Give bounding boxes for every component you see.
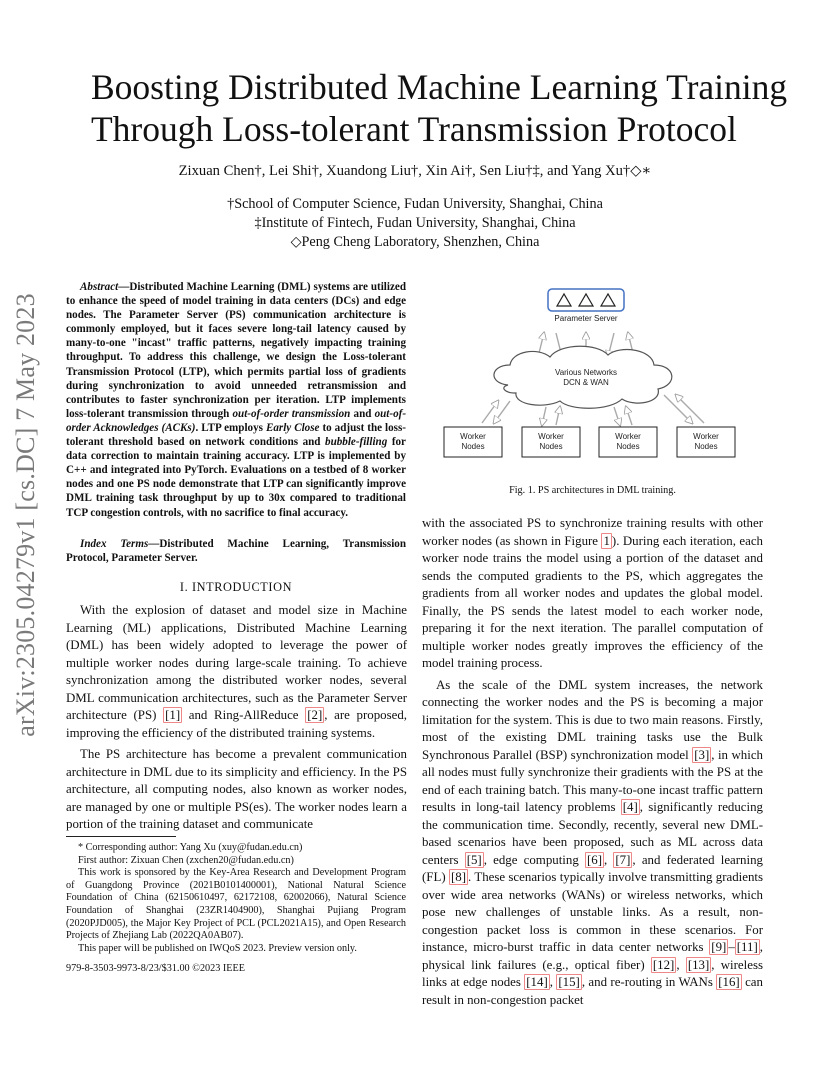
rp2-text: . These scenarios typically involve transmitting gradients over wide area networks (WANs) or wireless networks, which pose new challenges of unstable links. As a result, non-congestion packet loss is common in these scenarios. For instance, micro-burst traffic in data center networks (422, 870, 764, 954)
citation-link[interactable]: [14] (526, 975, 548, 989)
worker-2-label-2: Nodes (539, 442, 563, 451)
worker-1-label-2: Nodes (461, 442, 485, 451)
citation-link[interactable]: [2] (307, 708, 323, 722)
worker-4-label-1: Worker (693, 432, 719, 441)
citation-link[interactable]: [12] (652, 957, 675, 972)
affiliation-1: †School of Computer Science, Fudan University, Shanghai, China (227, 196, 603, 212)
rp2-text: , (676, 957, 686, 972)
abstract-sep: — (118, 281, 130, 293)
index-terms-label: Index Terms (80, 538, 149, 550)
citation-link[interactable]: [9] (711, 940, 727, 954)
abstract-emph-1: out-of-order transmission (232, 407, 351, 420)
copyright-line: 979-8-3503-9973-8/23/$31.00 ©2023 IEEE (66, 963, 245, 974)
abstract-label: Abstract (80, 281, 119, 293)
footnotes (66, 842, 406, 955)
index-terms-sep: — (148, 538, 160, 550)
citation-link[interactable]: [8] (450, 870, 466, 884)
right-paragraph-1 (422, 515, 763, 673)
abstract-emph-4: bubble-filling (325, 436, 388, 449)
citation-link[interactable]: [7] (615, 852, 631, 867)
citation-link[interactable]: [4] (622, 800, 638, 814)
abstract-text-5: for data correction to maintain training accuracy. LTP is implemented by C++ and integrated into PyTorch. Evaluations on a testbed of 8 worker nodes and one PS node demonstrate that LTP can significantly improve DML training task throughput by up to 30x compared to traditional TCP congestion controls, with no sacrifice to final accuracy. (66, 436, 406, 519)
intro-paragraph-1 (66, 602, 407, 742)
abstract-text-2: and (350, 407, 375, 420)
p1-text-a: With the explosion of dataset and model size in Machine Learning (ML) applications, Distributed Machine Learning (DML) has been widely adopted to leverage the power of multiple worker nodes during large-scale training. To achieve synchronization among the distributed worker nodes, several DML communication architectures, such as the Parameter Server architecture (PS) (66, 603, 407, 722)
citation-link[interactable]: [6] (586, 852, 602, 867)
abstract-text-1: Distributed Machine Learning (DML) systems are utilized to enhance the speed of model training in data centers (DCs) and edge nodes. The Parameter Server (PS) communication architecture is commonly employed, but it faces severe long-tail latency caused by many-to-one "incast" traffic patterns, negatively impacting training throughput. To address this challenge, we design the Loss-tolerant Transmission Protocol (LTP), which permits partial loss of gradients during synchronization to avoid unneeded retransmission and contributes to faster synchronization per iteration. LTP implements loss-tolerant transmission through (66, 281, 406, 420)
abstract-text-3: . LTP employs (195, 421, 266, 434)
rp2-text: , edge computing (483, 852, 585, 867)
network-label-1: Various Networks (554, 368, 618, 377)
citation-link[interactable]: [3] (694, 747, 710, 762)
rp1-text-a: with the associated PS to synchronize training results with other worker nodes (as shown in Figure (422, 516, 763, 548)
affiliations (60, 195, 770, 252)
abstract (66, 280, 406, 520)
arrow-w3-up (626, 407, 632, 425)
citation-link[interactable]: [1] (165, 708, 181, 722)
rp2-dash: – (728, 940, 735, 954)
worker-3-label-2: Nodes (616, 442, 640, 451)
abstract-emph-2: out-of-order Acknowledges (ACKs) (66, 407, 407, 434)
affiliation-3: ◇Peng Cheng Laboratory, Shenzhen, China (290, 234, 540, 250)
rp2-text: , (549, 975, 557, 989)
arxiv-id-text: arXiv:2305.04279v1 [cs.DC] 7 May 2023 (11, 293, 40, 737)
p1-text-b: and Ring-AllReduce (182, 708, 306, 722)
figure-ps-architecture (438, 285, 750, 465)
paper-title (60, 66, 828, 150)
network-label-2: DCN & WAN (563, 378, 609, 387)
arrow-w4-up (676, 395, 704, 423)
arrow-w3-down (614, 407, 620, 425)
footnote-rule (66, 836, 176, 837)
citation-link[interactable]: [13] (687, 957, 710, 972)
worker-4-label-2: Nodes (694, 442, 718, 451)
intro-right-column (422, 515, 763, 1009)
title-line-2: Through Loss-tolerant Transmission Protocol (91, 109, 737, 149)
figure-diagram (438, 285, 750, 465)
footnote-preview: This paper will be published on IWQoS 2023. Preview version only. (78, 942, 357, 954)
rp2-text: , (603, 852, 614, 867)
arrow-w2-up (556, 407, 560, 425)
worker-2-label-1: Worker (538, 432, 564, 441)
footnote-first-author: First author: Zixuan Chen (zxchen20@fudan.edu.cn) (78, 854, 294, 866)
index-terms (66, 537, 406, 565)
abstract-text-4: to adjust the loss-tolerant threshold based on network conditions and (66, 421, 406, 449)
rp2-text: , wireless links at edge nodes (422, 957, 763, 989)
intro-left-column (66, 602, 407, 834)
arrow-w2-down (542, 407, 546, 425)
rp2-text: , and federated learning (FL) (422, 852, 763, 884)
figure-caption: Fig. 1. PS architectures in DML training. (509, 485, 676, 496)
rp2-text: , significantly reducing the communication time. Secondly, recently, several new DML-based scenarios have been proposed, such as ML across data centers (422, 800, 763, 867)
rp2-text: , in which all nodes must fully synchronize their gradients with the PS at the end of each training batch. This many-to-one incast traffic pattern results in long-tail latency problems (422, 747, 763, 814)
right-paragraph-2 (422, 677, 763, 1010)
citation-link[interactable]: [11] (736, 940, 758, 954)
abstract-emph-3: Early Close (265, 421, 320, 434)
footnote-corresponding: * Corresponding author: Yang Xu (xuy@fudan.edu.cn) (78, 842, 303, 853)
affiliation-2: ‡Institute of Fintech, Fudan University, Shanghai, China (254, 215, 576, 231)
arrow-w4-down (664, 395, 692, 423)
arxiv-side-identifier (6, 280, 46, 750)
intro-paragraph-2: The PS architecture has become a prevalent communication architecture in DML due to its simplicity and efficiency. In the PS architecture, all computing nodes, also known as worker nodes, are managed by one or multiple PS(es). The worker nodes learn a portion of the training dataset and communicate (66, 747, 407, 831)
index-terms-text: Distributed Machine Learning, Transmission Protocol, Parameter Server. (66, 538, 406, 565)
worker-3-label-1: Worker (615, 432, 641, 441)
citation-link[interactable]: [16] (718, 975, 740, 989)
p1-text-c: , are proposed, improving the efficiency of the distributed training systems. (66, 708, 407, 740)
rp1-text-b: ). During each iteration, each worker node trains the model using a portion of the dataset and sends the computed gradients to the PS, which aggregates the gradients from all worker nodes and updates the global model. Finally, the PS sends the latest model to each worker node, preparing it for the next iteration. The parallel computation of multiple worker nodes greatly improves the efficiency of the model training process. (422, 533, 763, 670)
figure-link[interactable]: 1 (603, 533, 610, 548)
citation-link[interactable]: [15] (558, 975, 580, 989)
footnote-funding: This work is sponsored by the Key-Area Research and Development Program of Guangdong Province (2021B0101400001), National Natural Science Foundation of China (62150610497, 62172108, 62002066), Natural Science Foundation of Shanghai (23ZR1404900), Shanghai Pujiang Program (2020PJD005), the Major Key Project of PCL (PCL2021A15), and Open Research Projects of Zhejiang Lab (2022QA0AB07). (66, 867, 406, 942)
rp2-text: can result in non-congestion packet (422, 975, 763, 1007)
author-list: Zixuan Chen†, Lei Shi†, Xuandong Liu†, Xin Ai†, Sen Liu†‡, and Yang Xu†◇∗ (178, 163, 652, 179)
rp2-text: , and re-routing in WANs (581, 975, 717, 989)
citation-link[interactable]: [5] (466, 852, 482, 867)
section-heading-introduction: I. INTRODUCTION (179, 580, 293, 594)
rp2-text: As the scale of the DML system increases, the network connecting the worker nodes and the PS is becoming a major limitation for the system. This is due to two main reasons. Firstly, most of the existing DML training tasks use the Bulk Synchronous Parallel (BSP) synchronization model (422, 677, 763, 762)
title-line-1: Boosting Distributed Machine Learning Training (91, 67, 788, 107)
rp2-text: , physical link failures (e.g., optical fiber) (422, 940, 763, 972)
worker-1-label-1: Worker (460, 432, 486, 441)
ps-label: Parameter Server (554, 314, 618, 323)
